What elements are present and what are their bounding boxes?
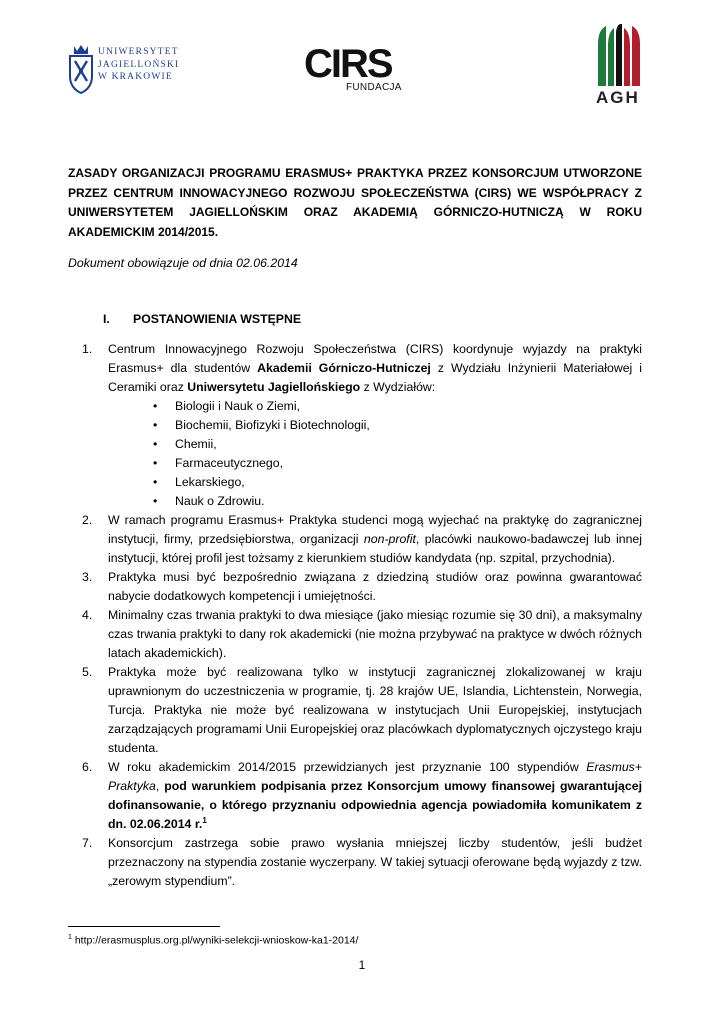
item-number: 3. — [82, 570, 93, 584]
item-number: 1. — [82, 342, 93, 356]
item-text: W roku akademickim 2014/2015 przewidzianych jest przyznanie 100 stypendiów — [108, 760, 587, 774]
item-text: , — [155, 779, 165, 793]
faculty-item: • Lekarskiego, — [108, 473, 642, 492]
cirs-logo — [304, 44, 400, 96]
item-text: Praktyka musi być bezpośrednio związana z dziedziną studiów oraz powinna gwarantować nabycie dodatkowych kompetencji i umiejętności. — [108, 570, 642, 603]
cirs-sub: FUNDACJA — [346, 82, 402, 93]
uj-line-2: JAGIELLOŃSKI — [98, 59, 180, 70]
faculty-item: • Biochemii, Biofizyki i Biotechnologii, — [108, 416, 642, 435]
list-item — [68, 511, 642, 568]
item-text: Centrum Innowacyjnego Rozwoju Społeczeństwa (CIRS) koordynuje wyjazdy na praktyki Erasmus+ dla studentów — [108, 342, 642, 375]
item-text: z Wydziału Inżynierii Materiałowej i Ceramiki oraz — [108, 361, 643, 394]
provisions-list — [68, 340, 642, 891]
agh-emblem-icon — [596, 24, 642, 86]
document-validity: Dokument obowiązuje od dnia 02.06.2014 — [68, 256, 298, 270]
footnote-divider — [68, 926, 220, 927]
footnote-marker: 1 — [68, 934, 72, 941]
item-text: , placówki naukowo-badawczej lub innej instytucji, której profil jest tożsamy z kierunkiem studiów kandydata (np. szpital, przychodnia). — [108, 532, 642, 565]
list-item — [68, 340, 642, 511]
section-title: POSTANOWIENIA WSTĘPNE — [133, 312, 302, 326]
item-italic: non-profit — [363, 532, 416, 546]
uj-line-3: W KRAKOWIE — [98, 72, 173, 82]
agh-word: AGH — [596, 88, 640, 107]
page-number: 1 — [358, 958, 366, 972]
item-text: Praktyka może być realizowana tylko w instytucji zagranicznej zlokalizowanej w kraju uprawnionym do uczestniczenia w programie, tj. 28 krajów UE, Islandia, Lichtenstein, Norwegia, Turcja. Praktyka nie może być realizowana w instytucjach Unii Europejskiej, instytucjach zarządzających programami Unii Europejskiej oraz placówkach dyplomatycznych ojczystego kraju studenta. — [108, 665, 642, 755]
item-number: 5. — [82, 665, 93, 679]
list-item — [68, 606, 642, 663]
footnote-link[interactable]: http://erasmusplus.org.pl/wyniki-selekcji-wnioskow-ka1-2014/ — [71, 934, 359, 947]
item-number: 7. — [82, 836, 93, 850]
item-text: Konsorcjum zastrzega sobie prawo wysłania mniejszej liczby studentów, jeśli budżet przeznaczony na stypendia zostanie wyczerpany. W takiej sytuacji oferowane będą wyjazdy z tzw. „zerowym stypendium”. — [108, 836, 642, 888]
cirs-word: CIRS — [304, 42, 392, 86]
faculty-list — [108, 397, 642, 511]
faculty-item: • Chemii, — [108, 435, 642, 454]
uj-line-1: UNIWERSYTET — [98, 47, 179, 57]
list-item — [68, 568, 642, 606]
faculty-item: • Biologii i Nauk o Ziemi, — [108, 397, 642, 416]
faculty-item: • Nauk o Zdrowiu. — [108, 492, 642, 511]
item-bold: Uniwersytetu Jagiellońskiego — [187, 380, 361, 394]
item-text: Minimalny czas trwania praktyki to dwa miesiące (jako miesiąc rozumie się 30 dni), a maksymalny czas trwania praktyki to dany rok akademicki (nie można przybywać na praktyce w dwóch różnych latach akademickich). — [108, 608, 642, 660]
footnote — [68, 934, 358, 947]
item-bold: pod warunkiem podpisania przez Konsorcjum umowy finansowej gwarantującej dofinansowanie, o którego przyznaniu odpowiednia agencja powiadomiła komunikatem z dn. 02.06.2014 r. — [108, 779, 642, 831]
item-number: 6. — [82, 760, 93, 774]
list-item — [68, 834, 642, 891]
agh-logo — [594, 24, 644, 110]
item-number: 2. — [82, 513, 93, 527]
item-bold: Akademii Górniczo-Hutniczej — [257, 361, 431, 375]
item-text: W ramach programu Erasmus+ Praktyka studenci mogą wyjechać na praktykę do zagranicznej instytucji, firmy, przedsiębiorstwa, organizacji — [108, 513, 642, 546]
faculty-item: • Farmaceutycznego, — [108, 454, 642, 473]
uj-crest-icon — [68, 44, 94, 94]
item-italic: Erasmus+ Praktyka — [108, 760, 642, 793]
section-heading — [103, 310, 301, 329]
section-number: I. — [103, 312, 110, 326]
document-title: ZASADY ORGANIZACJI PROGRAMU ERASMUS+ PRAKTYKA PRZEZ KONSORCJUM UTWORZONE PRZEZ CENTRUM INNOWACYJNEGO ROZWOJU SPOŁECZEŃSTWA (CIRS) WE WSPÓŁPRACY Z UNIWERSYTETEM JAGIELLOŃSKIM ORAZ AKADEMIĄ GÓRNICZO-HUTNICZĄ W ROKU AKADEMICKIM 2014/2015. — [68, 166, 642, 239]
item-text: z Wydziałów: — [360, 380, 436, 394]
list-item — [68, 663, 642, 758]
footnote-reference[interactable]: 1 — [202, 815, 207, 825]
list-item — [68, 758, 642, 834]
uj-logo — [68, 42, 208, 96]
item-number: 4. — [82, 608, 93, 622]
